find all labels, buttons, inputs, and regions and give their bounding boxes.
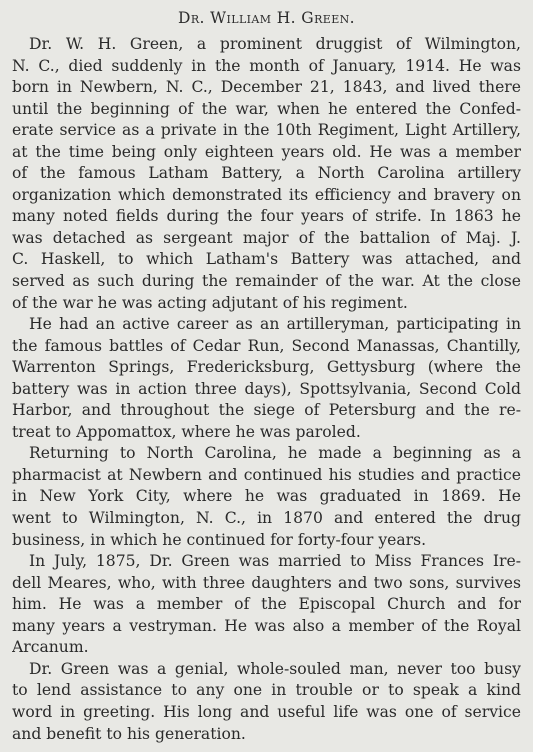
text-line: born in Newbern, N. C., December 21, 1843, and lived there (12, 78, 521, 97)
text-line: Dr. W. H. Green, a prominent druggist of Wilmington, (29, 35, 521, 53)
text-line: him. He was a member of the Episcopal Church and for (12, 595, 521, 614)
text-line: to lend assistance to any one in trouble or to speak a kind (12, 681, 521, 700)
text-line: in New York City, where he was graduated in 1869. He (12, 487, 521, 506)
text-line: N. C., died suddenly in the month of January, 1914. He was (12, 56, 521, 75)
text-line: battery was in action three days), Spottsylvania, Second Cold (12, 379, 521, 398)
text-line: He had an active career as an artilleryman, participating in (29, 315, 521, 334)
text-line: organization which demonstrated its efficiency and bravery on (12, 185, 521, 204)
text-line: word in greeting. His long and useful life was one of service (12, 702, 521, 721)
text-line: Warrenton Springs, Fredericksburg, Gettysburg (where the (12, 358, 521, 377)
paragraph (12, 659, 521, 745)
text-line: pharmacist at Newbern and continued his studies and practice (12, 465, 521, 484)
text-line: business, in which he continued for forty-four years. (12, 530, 427, 549)
text-line: many years a vestryman. He was also a member of the Royal (12, 616, 521, 635)
paragraph (12, 314, 521, 443)
text-line: was detached as sergeant major of the battalion of Maj. J. (12, 228, 521, 247)
text-line: many noted fields during the four years of strife. In 1863 he (12, 207, 521, 226)
text-line: went to Wilmington, N. C., in 1870 and entered the drug (12, 509, 521, 528)
text-line: and benefit to his generation. (12, 724, 246, 743)
text-line: the famous battles of Cedar Run, Second Manassas, Chantilly, (12, 336, 521, 355)
article-body (12, 34, 521, 745)
text-line: served as such during the remainder of the war. At the close (12, 272, 521, 291)
page-title: Dr. William H. Green. (178, 9, 355, 27)
text-line: Harbor, and throughout the siege of Petersburg and the re- (12, 401, 521, 420)
text-line: Arcanum. (12, 638, 89, 657)
text-line: of the famous Latham Battery, a North Carolina artillery (12, 164, 521, 183)
paragraph (12, 34, 521, 314)
text-line: C. Haskell, to which Latham's Battery was attached, and (12, 250, 521, 269)
text-line: of the war he was acting adjutant of his regiment. (12, 293, 408, 312)
text-line: until the beginning of the war, when he entered the Confed- (12, 99, 521, 118)
text-line: dell Meares, who, with three daughters and two sons, survives (12, 573, 521, 592)
text-line: Dr. Green was a genial, whole-souled man, never too busy (29, 659, 521, 678)
paragraph (12, 443, 521, 551)
text-line: erate service as a private in the 10th Regiment, Light Artillery, (12, 121, 521, 140)
text-line: treat to Appomattox, where he was paroled. (12, 422, 361, 441)
text-line: In July, 1875, Dr. Green was married to Miss Frances Ire- (29, 552, 521, 571)
paragraph (12, 551, 521, 659)
text-line: Returning to North Carolina, he made a beginning as a (29, 444, 521, 463)
text-line: at the time being only eighteen years old. He was a member (12, 142, 521, 161)
